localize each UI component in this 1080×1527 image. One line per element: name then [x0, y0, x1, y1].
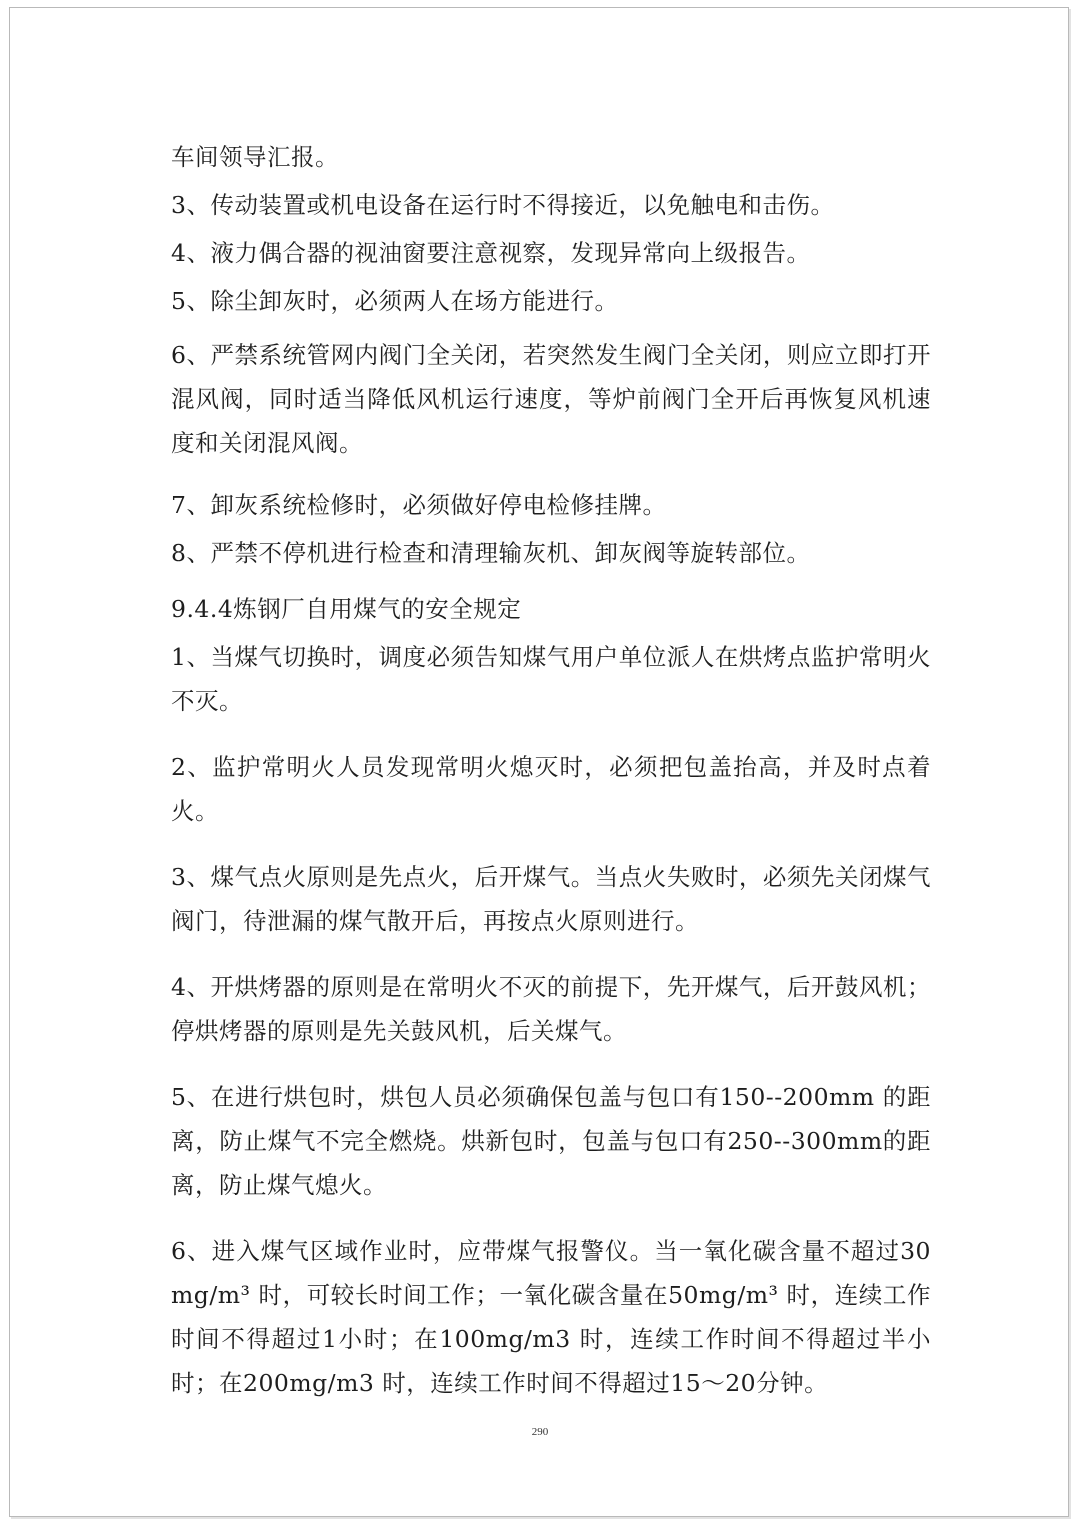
paragraph-item-8: 8、严禁不停机进行检查和清理输灰机、卸灰阀等旋转部位。 — [171, 539, 811, 567]
section-item-2: 2、监护常明火人员发现常明火熄灭时，必须把包盖抬高，并及时点着火。 — [171, 753, 931, 825]
document-page — [9, 7, 1069, 1517]
paragraph-item-6: 6、严禁系统管网内阀门全关闭，若突然发生阀门全关闭，则应立即打开混风阀，同时适当降低风机运行速度，等炉前阀门全开后再恢复风机速度和关闭混风阀。 — [171, 341, 931, 457]
section-item-4: 4、开烘烤器的原则是在常明火不灭的前提下，先开煤气，后开鼓风机；停烘烤器的原则是先关鼓风机，后关煤气。 — [171, 973, 931, 1045]
paragraph-continuation: 车间领导汇报。 — [171, 143, 339, 171]
paragraph-item-5: 5、除尘卸灰时，必须两人在场方能进行。 — [171, 287, 619, 315]
section-item-3: 3、煤气点火原则是先点火，后开煤气。当点火失败时，必须先关闭煤气阀门，待泄漏的煤气散开后，再按点火原则进行。 — [171, 863, 931, 935]
paragraph-item-4: 4、液力偶合器的视油窗要注意视察，发现异常向上级报告。 — [171, 239, 811, 267]
section-item-5: 5、在进行烘包时，烘包人员必须确保包盖与包口有150--200mm 的距离，防止煤气不完全燃烧。烘新包时，包盖与包口有250--300mm的距离，防止煤气熄火。 — [171, 1083, 931, 1199]
page-content — [171, 135, 931, 1405]
section-item-1: 1、当煤气切换时，调度必须告知煤气用户单位派人在烘烤点监护常明火不灭。 — [171, 643, 931, 715]
page-number: 290 — [531, 1426, 549, 1438]
section-heading: 9.4.4炼钢厂自用煤气的安全规定 — [171, 595, 522, 623]
paragraph-item-7: 7、卸灰系统检修时，必须做好停电检修挂牌。 — [171, 491, 667, 519]
paragraph-item-3: 3、传动装置或机电设备在运行时不得接近，以免触电和击伤。 — [171, 191, 835, 219]
section-item-6: 6、进入煤气区域作业时，应带煤气报警仪。当一氧化碳含量不超过30mg/m³ 时，可较长时间工作；一氧化碳含量在50mg/m³ 时，连续工作时间不得超过1小时；在100mg/m3 时，连续工作时间不得超过半小时；在200mg/m3 时，连续工作时间不得超过15～20分钟。 — [171, 1237, 931, 1397]
